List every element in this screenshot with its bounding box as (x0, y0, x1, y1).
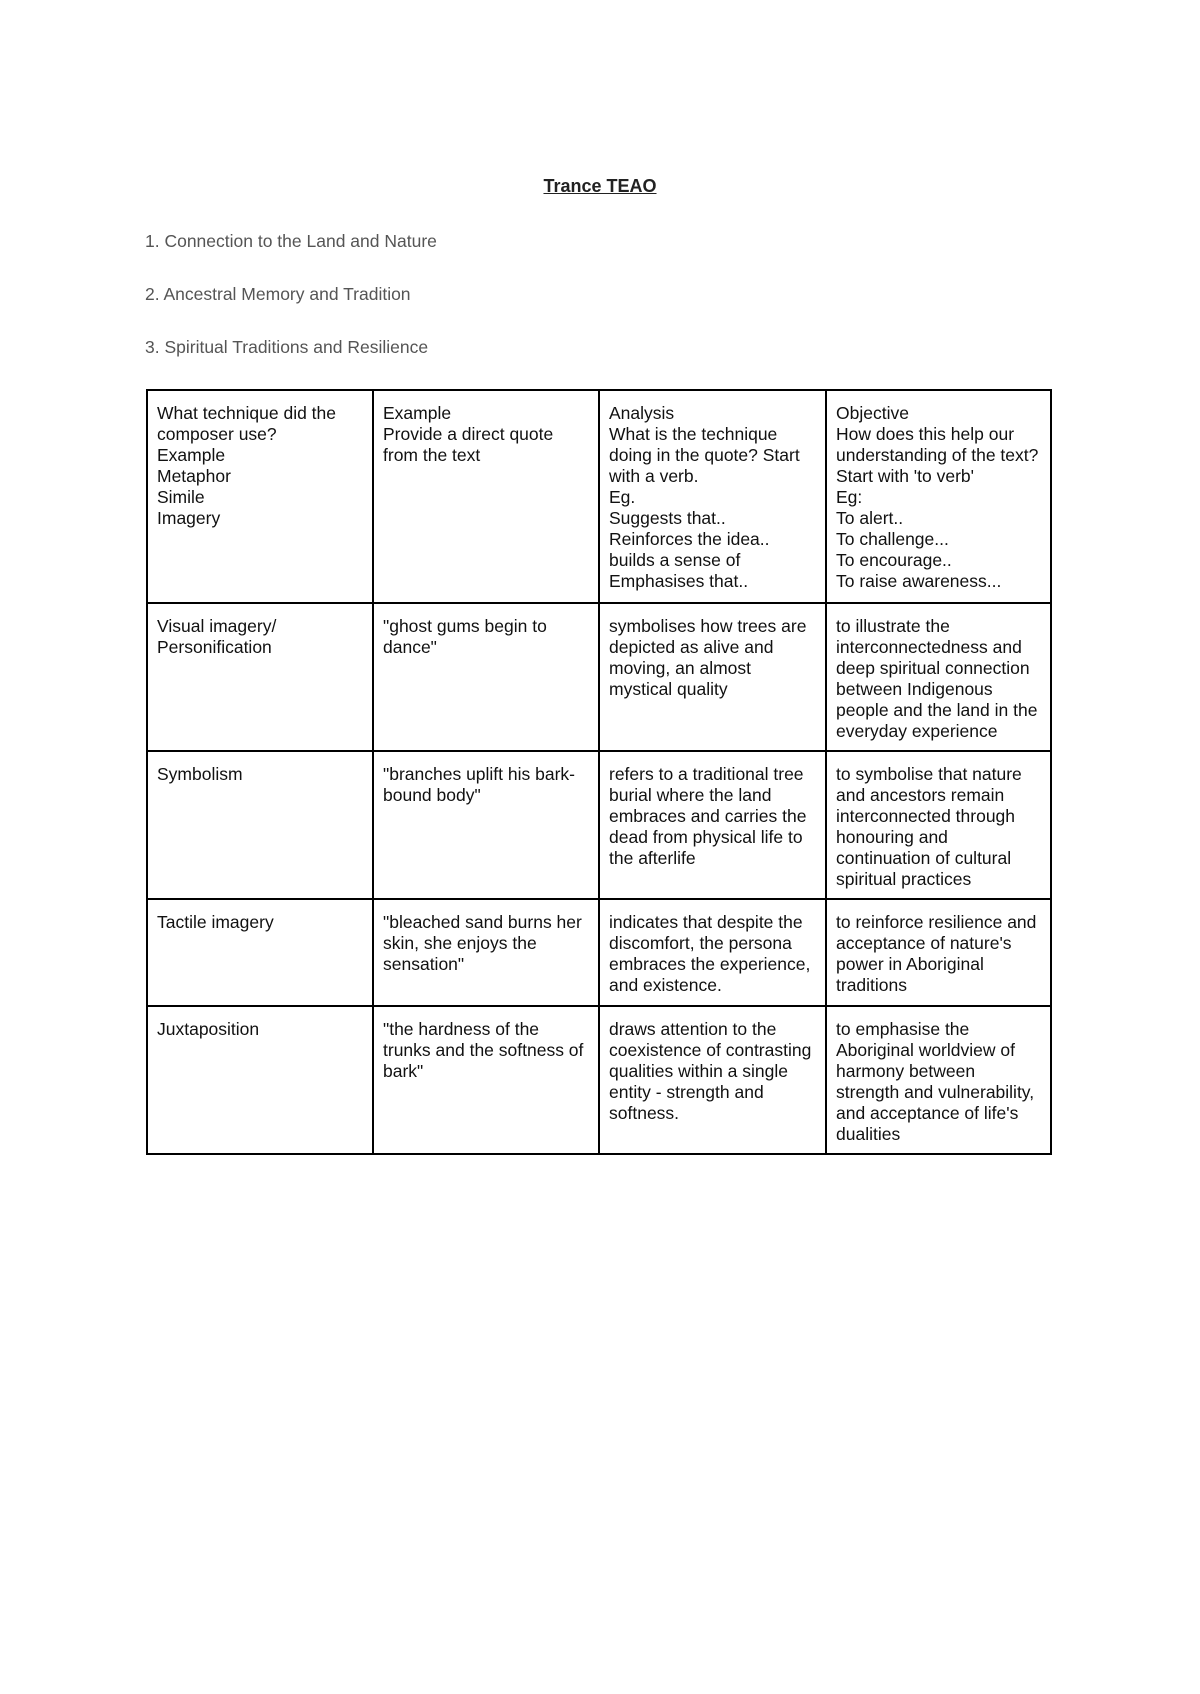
theme-list (145, 231, 437, 390)
example-cell: "the hardness of the trunks and the softness of bark" (373, 1006, 599, 1154)
header-cell-example: Example Provide a direct quote from the text (373, 390, 599, 603)
technique-cell: Tactile imagery (147, 899, 373, 1006)
objective-cell: to illustrate the interconnectedness and deep spiritual connection between Indigenous people and the land in the everyday experience (826, 603, 1051, 751)
theme-item: 1. Connection to the Land and Nature (145, 231, 437, 251)
technique-cell: Visual imagery/ Personification (147, 603, 373, 751)
analysis-table (146, 389, 1052, 1155)
example-cell: "ghost gums begin to dance" (373, 603, 599, 751)
table-row (147, 603, 1051, 751)
example-cell: "branches uplift his bark-bound body" (373, 751, 599, 899)
header-cell-technique: What technique did the composer use? Example Metaphor Simile Imagery (147, 390, 373, 603)
theme-item: 2. Ancestral Memory and Tradition (145, 284, 411, 304)
table-row (147, 1006, 1051, 1154)
objective-cell: to emphasise the Aboriginal worldview of harmony between strength and vulnerability, and acceptance of life's dualities (826, 1006, 1051, 1154)
technique-cell: Juxtaposition (147, 1006, 373, 1154)
analysis-cell: refers to a traditional tree burial where the land embraces and carries the dead from physical life to the afterlife (599, 751, 826, 899)
header-cell-objective: Objective How does this help our understanding of the text? Start with 'to verb' Eg: To alert.. To challenge... To encourage.. To raise awareness... (826, 390, 1051, 603)
table-header-row (147, 390, 1051, 603)
header-cell-analysis: Analysis What is the technique doing in the quote? Start with a verb. Eg. Suggests that.. Reinforces the idea.. builds a sense of Emphasises that.. (599, 390, 826, 603)
theme-item: 3. Spiritual Traditions and Resilience (145, 337, 429, 357)
table-row (147, 899, 1051, 1006)
analysis-cell: symbolises how trees are depicted as alive and moving, an almost mystical quality (599, 603, 826, 751)
objective-cell: to reinforce resilience and acceptance of nature's power in Aboriginal traditions (826, 899, 1051, 1006)
analysis-cell: draws attention to the coexistence of contrasting qualities within a single entity - strength and softness. (599, 1006, 826, 1154)
technique-cell: Symbolism (147, 751, 373, 899)
table-row (147, 751, 1051, 899)
analysis-cell: indicates that despite the discomfort, the persona embraces the experience, and existence. (599, 899, 826, 1006)
page-title: Trance TEAO (543, 176, 657, 196)
objective-cell: to symbolise that nature and ancestors remain interconnected through honouring and continuation of cultural spiritual practices (826, 751, 1051, 899)
example-cell: "bleached sand burns her skin, she enjoys the sensation" (373, 899, 599, 1006)
